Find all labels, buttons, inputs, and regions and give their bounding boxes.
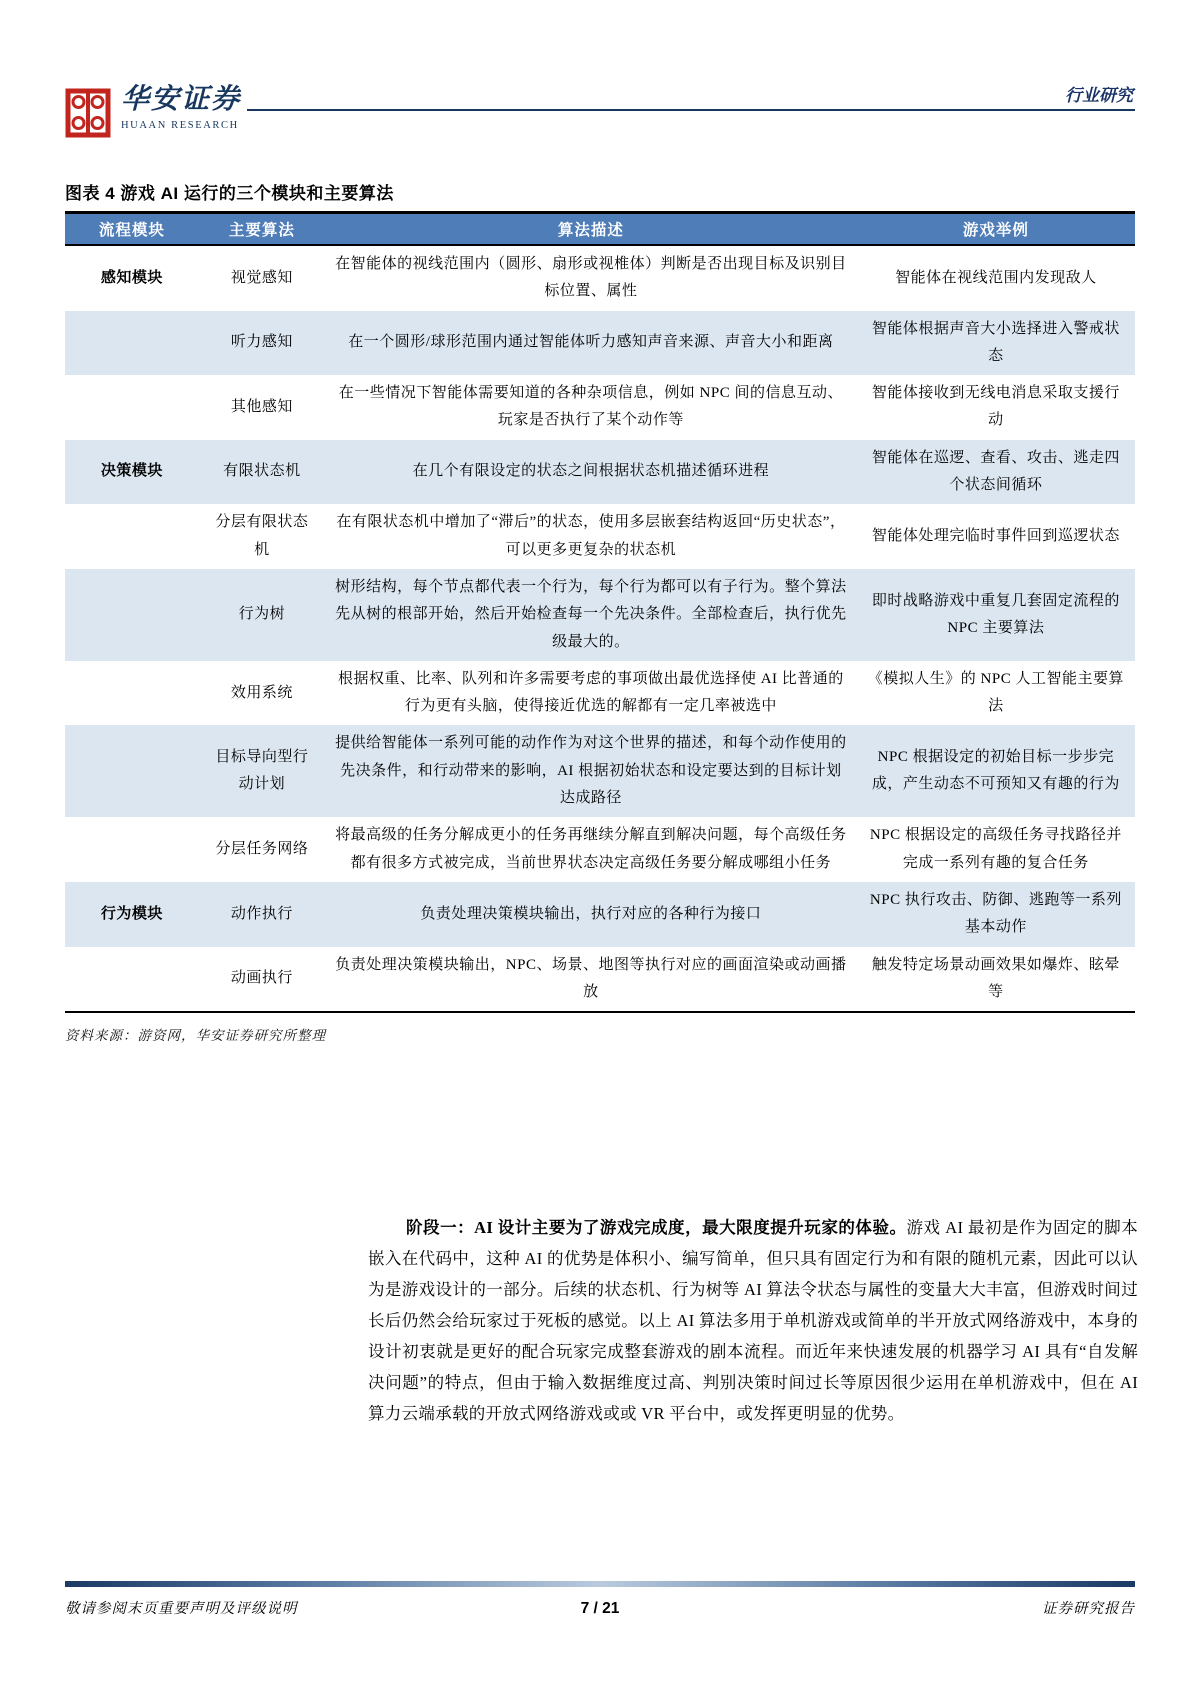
figure-table <box>65 211 1135 1013</box>
table-row <box>65 569 1135 661</box>
footer-page-number: 7 / 21 <box>580 1600 620 1617</box>
cell-example: NPC 执行攻击、防御、逃跑等一系列基本动作 <box>869 891 1122 936</box>
footer-row <box>65 1597 1135 1618</box>
cell-module <box>65 375 199 440</box>
cell-description: 根据权重、比率、队列和许多需要考虑的事项做出最优选择使 AI 比普通的行为更有头脑，使得接近优选的解都有一定几率被选中 <box>337 670 844 715</box>
col-header-example: 游戏举例 <box>857 213 1135 246</box>
footer-gradient-bar <box>65 1581 1135 1587</box>
table-row <box>65 661 1135 726</box>
table-header-row <box>65 213 1135 246</box>
footer-disclaimer: 敬请参阅末页重要声明及评级说明 <box>65 1601 298 1617</box>
logo-text-block <box>121 86 241 131</box>
table-row <box>65 817 1135 882</box>
cell-example: 触发特定场景动画效果如爆炸、眩晕等 <box>871 956 1120 1000</box>
table-row <box>65 504 1135 569</box>
cell-module: 决策模块 <box>100 463 163 480</box>
cell-description: 在有限状态机中增加了“滞后”的状态，使用多层嵌套结构返回“历史状态”，可以更多更复杂的状态机 <box>336 514 846 558</box>
cell-description: 负责处理决策模块输出，NPC、场景、地图等执行对应的画面渲染或动画播放 <box>335 956 847 1000</box>
cell-module <box>65 661 199 726</box>
cell-algorithm: 视觉感知 <box>230 269 293 286</box>
paragraph-body: 游戏 AI 最初是作为固定的脚本嵌入在代码中，这种 AI 的优势是体积小、编写简单，但只具有固定行为和有限的随机元素，因此可以认为是游戏设计的一部分。后续的状态机、行为树等 AI 算法令状态与属性的变量大大丰富，但游戏时间过长后仍然会给玩家过于死板的感觉。以上 AI 算法多用于单机游戏或简单的半开放式网络游戏中，本身的设计初衷就是更好的配合玩家完成整套游戏的剧本流程。而近年来快速发展的机器学习 AI 具有“自发解决问题”的特点，但由于输入数据维度过高、判别决策时间过长等原因很少运用在单机游戏中，但在 AI 算力云端承载的开放式网络游戏或或 VR 平台中，或发挥更明显的优势。 <box>368 1218 1138 1424</box>
cell-module <box>65 725 199 817</box>
col-header-description: 算法描述 <box>325 213 857 246</box>
table-row <box>65 725 1135 817</box>
cell-description: 负责处理决策模块输出，执行对应的各种行为接口 <box>420 905 762 922</box>
header-right <box>247 86 1135 111</box>
paragraph-lead: 阶段一：AI 设计主要为了游戏完成度，最大限度提升玩家的体验。 <box>406 1218 907 1238</box>
cell-description: 在一个圆形/球形范围内通过智能体听力感知声音来源、声音大小和距离 <box>348 334 834 351</box>
cell-algorithm: 行为树 <box>238 606 286 623</box>
cell-algorithm: 效用系统 <box>230 684 293 701</box>
cell-module: 感知模块 <box>100 269 163 286</box>
table-row <box>65 947 1135 1013</box>
col-header-algorithm: 主要算法 <box>199 213 325 246</box>
table-row <box>65 882 1135 947</box>
logo-name-en: HUAAN RESEARCH <box>121 120 239 131</box>
cell-module <box>65 947 199 1013</box>
cell-description: 提供给智能体一系列可能的动作作为对这个世界的描述，和每个动作使用的先决条件，和行动带来的影响，AI 根据初始状态和设定要达到的目标计划达成路径 <box>335 735 847 807</box>
cell-description: 在几个有限设定的状态之间根据状态机描述循环进程 <box>412 463 770 480</box>
figure-source-note: 资料来源：游资网，华安证券研究所整理 <box>65 1028 326 1044</box>
page-header <box>65 0 1135 138</box>
cell-example: 智能体处理完临时事件回到巡逻状态 <box>871 528 1120 545</box>
cell-algorithm: 目标导向型行动计划 <box>215 749 309 793</box>
cell-module <box>65 504 199 569</box>
cell-module <box>65 817 199 882</box>
figure-title: 图表 4 游戏 AI 运行的三个模块和主要算法 <box>65 184 394 203</box>
cell-example: 即时战略游戏中重复几套固定流程的 NPC 主要算法 <box>871 592 1120 636</box>
page-footer <box>65 1581 1135 1618</box>
report-category-label: 行业研究 <box>1065 86 1133 105</box>
cell-example: 智能体在巡逻、查看、攻击、逃走四个状态间循环 <box>871 449 1120 494</box>
huaan-seal-icon <box>65 86 111 138</box>
cell-example: NPC 根据设定的高级任务寻找路径并完成一系列有趣的复合任务 <box>869 827 1122 871</box>
header-divider <box>247 109 1135 111</box>
col-header-module: 流程模块 <box>65 213 199 246</box>
cell-module: 行为模块 <box>100 905 163 922</box>
table-row <box>65 375 1135 440</box>
cell-module <box>65 569 199 661</box>
table-row <box>65 311 1135 376</box>
cell-example: 智能体接收到无线电消息采取支援行动 <box>871 385 1120 429</box>
table-row <box>65 245 1135 311</box>
cell-algorithm: 动画执行 <box>230 970 293 987</box>
cell-algorithm: 有限状态机 <box>223 463 301 480</box>
cell-description: 树形结构，每个节点都代表一个行为，每个行为都可以有子行为。整个算法先从树的根部开始，然后开始检查每一个先决条件。全部检查后，执行优先级最大的。 <box>335 578 847 650</box>
cell-algorithm: 动作执行 <box>230 905 293 922</box>
cell-algorithm: 分层任务网络 <box>215 840 309 857</box>
footer-report-type: 证券研究报告 <box>1042 1601 1135 1617</box>
cell-description: 在智能体的视线范围内（圆形、扇形或视椎体）判断是否出现目标及识别目标位置、属性 <box>335 256 847 300</box>
cell-description: 将最高级的任务分解成更小的任务再继续分解直到解决问题，每个高级任务都有很多方式被完成，当前世界状态决定高级任务要分解成哪组小任务 <box>335 827 847 871</box>
logo-name-cn: 华安证券 <box>121 84 242 115</box>
cell-algorithm: 分层有限状态机 <box>215 514 309 558</box>
cell-example: 《模拟人生》的 NPC 人工智能主要算法 <box>867 670 1124 715</box>
cell-example: 智能体根据声音大小选择进入警戒状态 <box>871 320 1120 364</box>
cell-example: 智能体在视线范围内发现敌人 <box>895 269 1097 286</box>
cell-module <box>65 311 199 376</box>
cell-algorithm: 其他感知 <box>230 398 293 415</box>
cell-algorithm: 听力感知 <box>230 334 293 351</box>
cell-example: NPC 根据设定的初始目标一步步完成，产生动态不可预知又有趣的行为 <box>871 749 1120 793</box>
table-row <box>65 440 1135 505</box>
cell-description: 在一些情况下智能体需要知道的各种杂项信息，例如 NPC 间的信息互动、玩家是否执行了某个动作等 <box>338 385 843 429</box>
body-paragraph <box>368 1212 1138 1429</box>
